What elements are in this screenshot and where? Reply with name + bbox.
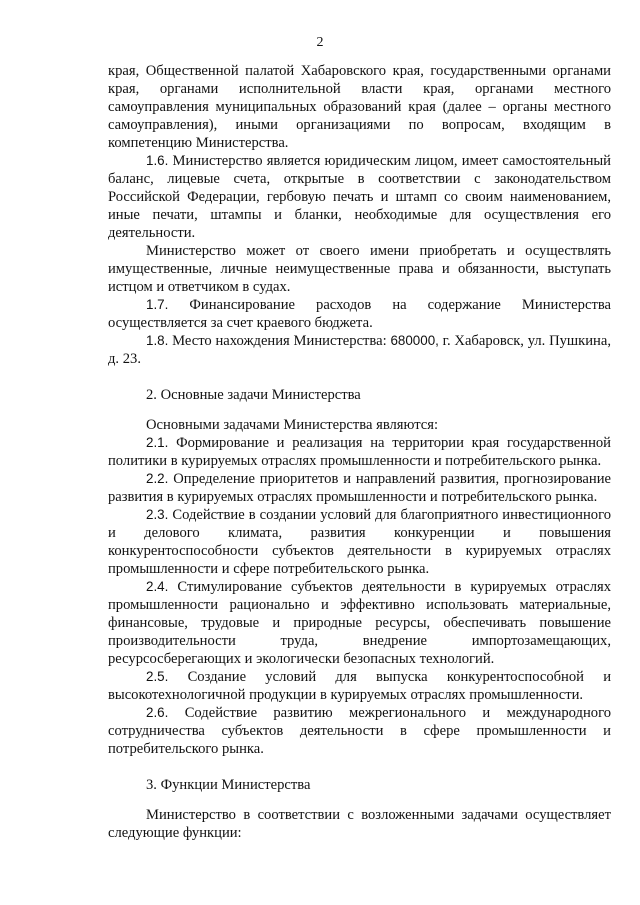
clause-text: Стимулирование субъектов деятельности в курируемых отраслях промышленности рационально и эффективно использовать материальные, финансовые, трудовые и природные ресурсы, обеспечивать повышение производительности труда, внедрение импортозамещающих, ресурсосберегающих и экологически безопасных технологий. bbox=[108, 579, 611, 667]
clause-text: г. Хабаровск, ул. Пушкина, д. 23. bbox=[108, 333, 611, 367]
clause-text: Создание условий для выпуска конкурентоспособной и высокотехнологичной продукции в курируемых отраслях промышленности. bbox=[108, 669, 611, 703]
clause-text: Определение приоритетов и направлений развития, прогнозирование развития в курируемых отраслях промышленности и потребительского рынка. bbox=[108, 471, 611, 505]
clause-2-6 bbox=[108, 704, 611, 758]
clause-1-8 bbox=[108, 332, 611, 368]
clause-text: Формирование и реализация на территории края государственной политики в курируемых отраслях промышленности и потребительского рынка. bbox=[108, 435, 611, 469]
clause-text: Министерство может от своего имени приобретать и осуществлять имущественные, личные неимущественные права и обязанности, выступать истцом и ответчиком в судах. bbox=[108, 243, 611, 295]
section-3-intro: Министерство в соответствии с возложенными задачами осуществляет следующие функции: bbox=[108, 807, 611, 841]
document-body bbox=[108, 62, 611, 842]
clause-number: 2.4. bbox=[146, 579, 169, 594]
section-2-heading: 2. Основные задачи Министерства bbox=[146, 387, 361, 403]
clause-number: 2.2. bbox=[146, 471, 169, 486]
clause-2-3 bbox=[108, 506, 611, 578]
clause-2-2 bbox=[108, 470, 611, 506]
clause-2-1 bbox=[108, 434, 611, 470]
clause-2-5 bbox=[108, 668, 611, 704]
clause-1-6 bbox=[108, 152, 611, 242]
clause-text: Министерство является юридическим лицом, имеет самостоятельный баланс, лицевые счета, открытые в соответствии с законодательством Российской Федерации, гербовую печать и штамп со своим наименованием, иные печати, штампы и бланки, необходимые для осуществления его деятельности. bbox=[108, 153, 611, 241]
postal-index: 680000, bbox=[390, 333, 439, 348]
clause-number: 1.8. bbox=[146, 333, 169, 348]
clause-number: 2.6. bbox=[146, 705, 169, 720]
clause-text: Финансирование расходов на содержание Министерства осуществляется за счет краевого бюджета. bbox=[108, 297, 611, 331]
section-2-intro: Основными задачами Министерства являются: bbox=[146, 417, 439, 433]
clause-1-7 bbox=[108, 296, 611, 332]
clause-number: 2.5. bbox=[146, 669, 169, 684]
clause-number: 2.3. bbox=[146, 507, 169, 522]
clause-number: 2.1. bbox=[146, 435, 169, 450]
clause-number: 1.6. bbox=[146, 153, 169, 168]
clause-text: Содействие в создании условий для благоприятного инвестиционного и делового климата, развития конкуренции и повышения конкурентоспособности субъектов деятельности в курируемых отраслях промышленности и сфере потребительского рынка. bbox=[108, 507, 611, 577]
clause-2-4 bbox=[108, 578, 611, 668]
clause-1-6-continued bbox=[108, 242, 611, 296]
clause-text: Место нахождения Министерства: bbox=[172, 333, 387, 349]
section-3-heading: 3. Функции Министерства bbox=[146, 777, 311, 793]
page-number: 2 bbox=[316, 35, 324, 50]
paragraph-text: края, Общественной палатой Хабаровского края, государственными органами края, органами исполнительной власти края, органами местного самоуправления муниципальных образований края (далее – органы местного самоуправления), иными организациями по вопросам, входящим в компетенцию Министерства. bbox=[108, 63, 611, 151]
paragraph-continuation bbox=[108, 62, 611, 152]
clause-number: 1.7. bbox=[146, 297, 169, 312]
clause-text: Содействие развитию межрегионального и международного сотрудничества субъектов деятельности в сфере промышленности и потребительского рынка. bbox=[108, 705, 611, 757]
